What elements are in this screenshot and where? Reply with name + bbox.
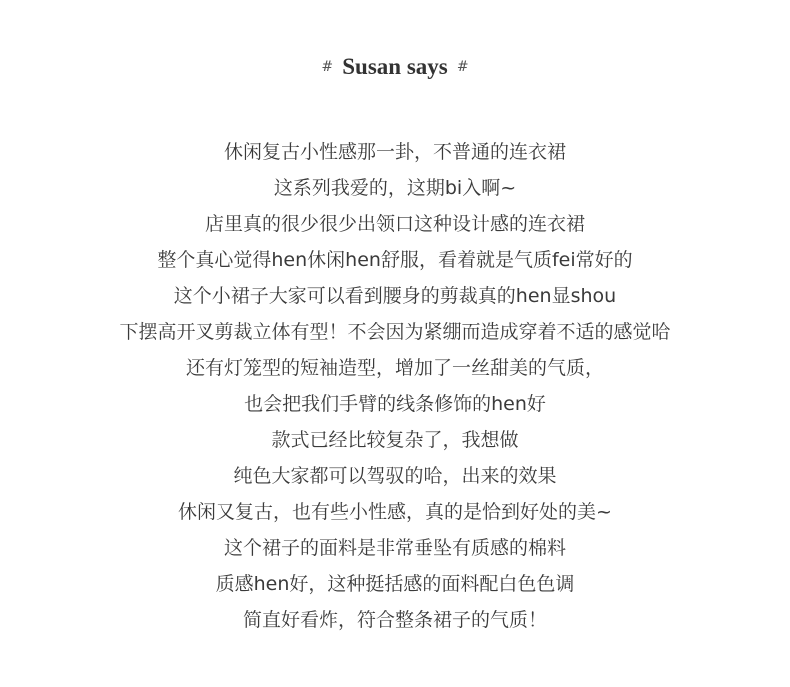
text-line: 店里真的很少很少出领口这种设计感的连衣裙 — [204, 213, 585, 235]
text-line: 下摆高开叉剪裁立体有型！不会因为紧绷而造成穿着不适的感觉哈 — [119, 321, 671, 343]
description-text — [0, 134, 790, 638]
text-line: 质感hen好，这种挺括感的面料配白色色调 — [215, 573, 575, 595]
hash-left: # — [321, 59, 334, 75]
text-line: 款式已经比较复杂了，我想做 — [271, 429, 519, 451]
text-line: 这个小裙子大家可以看到腰身的剪裁真的hen显shou — [173, 285, 617, 307]
text-line: 这系列我爱的，这期bi入啊~ — [273, 177, 517, 199]
text-line: 纯色大家都可以驾驭的哈，出来的效果 — [233, 465, 557, 487]
text-line: 整个真心觉得hen休闲hen舒服，看着就是气质fei常好的 — [157, 249, 633, 271]
text-line: 简直好看炸，符合整条裙子的气质！ — [242, 609, 547, 631]
text-line: 也会把我们手臂的线条修饰的hen好 — [244, 393, 546, 415]
section-title: Susan says — [342, 54, 448, 79]
text-line: 休闲又复古，也有些小性感，真的是恰到好处的美~ — [178, 501, 612, 523]
section-header — [0, 54, 790, 80]
hash-right: # — [456, 59, 469, 75]
text-line: 休闲复古小性感那一卦，不普通的连衣裙 — [223, 141, 566, 163]
text-line: 还有灯笼型的短袖造型，增加了一丝甜美的气质， — [185, 357, 604, 379]
text-line: 这个裙子的面料是非常垂坠有质感的棉料 — [223, 537, 566, 559]
